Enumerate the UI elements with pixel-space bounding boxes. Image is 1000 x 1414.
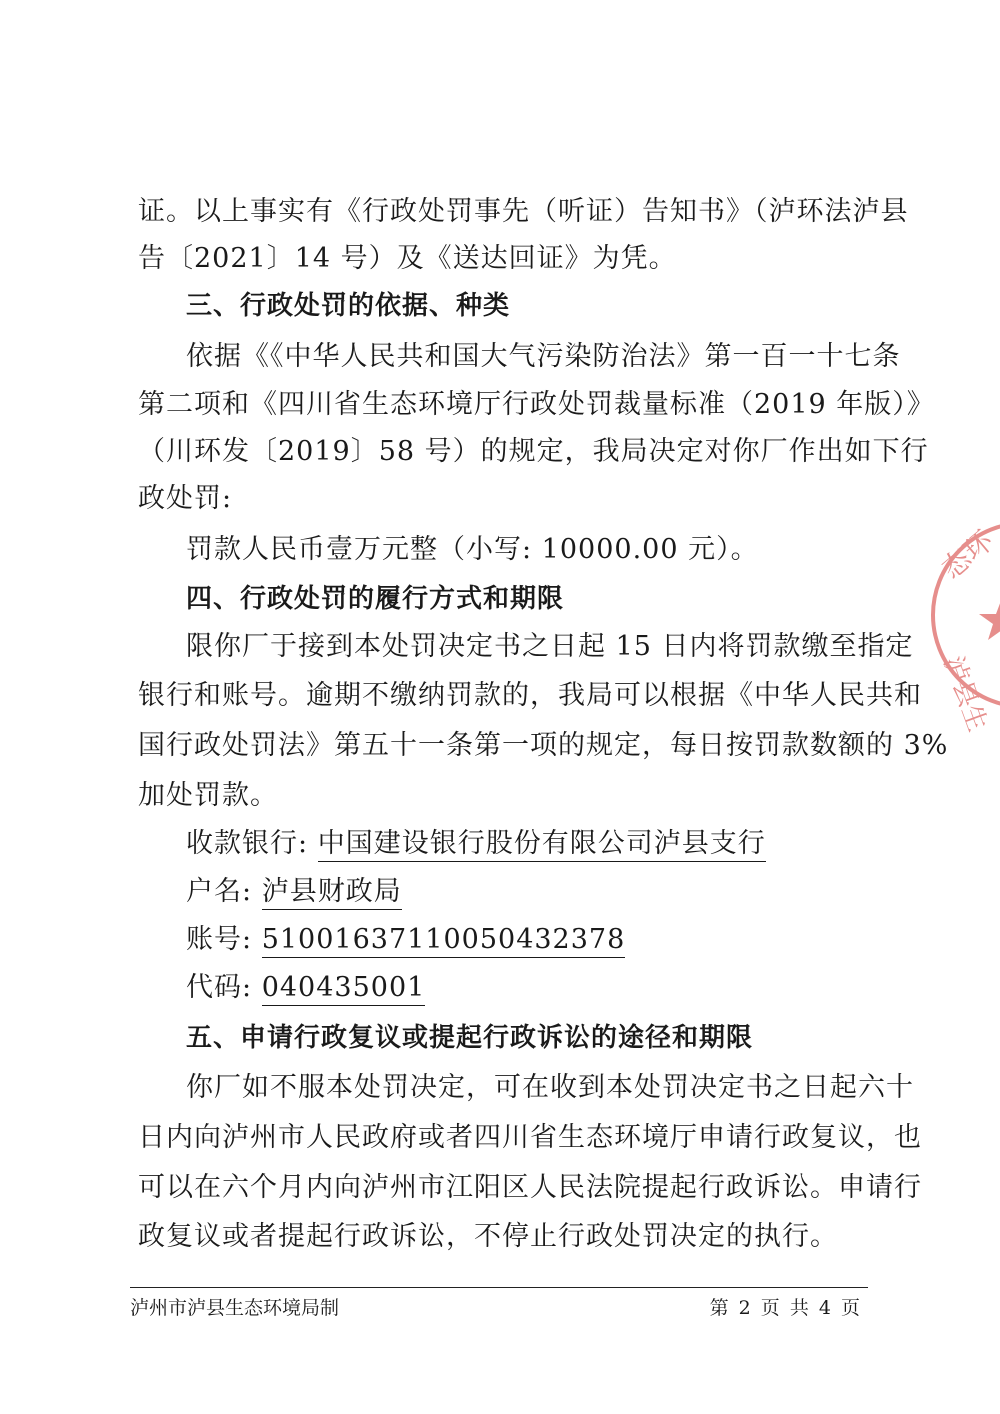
bank-label: 收款银行: [186, 828, 309, 859]
section-4-heading: 四、行政处罚的履行方式和期限 [186, 584, 565, 614]
official-seal-icon [930, 510, 1000, 736]
section-3-heading: 三、行政处罚的依据、种类 [186, 291, 511, 321]
bank-value: 中国建设银行股份有限公司泸县支行 [318, 828, 766, 862]
body-line: 加处罚款。 [138, 780, 278, 811]
footer-page-info: 第 2 页 共 4 页 [709, 1297, 860, 1319]
account-name-value: 泸县财政局 [262, 876, 402, 910]
code-value: 040435001 [262, 972, 426, 1006]
seal-text-fragment: 态环 [935, 524, 1000, 586]
footer-divider [130, 1287, 868, 1288]
body-line: 第二项和《四川省生态环境厅行政处罚裁量标准（2019 年版）》 [138, 389, 935, 420]
body-line: 限你厂于接到本处罚决定书之日起 15 日内将罚款缴至指定 [186, 631, 914, 662]
body-line: 告〔2021〕14 号）及《送达回证》为凭。 [138, 243, 677, 274]
body-line: 银行和账号。逾期不缴纳罚款的，我局可以根据《中华人民共和 [138, 680, 922, 711]
body-line: 日内向泸州市人民政府或者四川省生态环境厅申请行政复议，也 [138, 1122, 922, 1153]
body-line: 依据《《中华人民共和国大气污染防治法》第一百一十七条 [186, 341, 901, 372]
account-number-field [186, 922, 625, 958]
body-line: 政处罚: [138, 483, 233, 514]
body-line: 政复议或者提起行政诉讼，不停止行政处罚决定的执行。 [138, 1221, 838, 1252]
body-line: 国行政处罚法》第五十一条第一项的规定，每日按罚款数额的 3% [138, 730, 949, 761]
body-line: （川环发〔2019〕58 号）的规定，我局决定对你厂作出如下行 [138, 436, 929, 467]
account-name-field [186, 874, 402, 910]
body-line: 可以在六个月内向泸州市江阳区人民法院提起行政诉讼。申请行 [138, 1172, 922, 1203]
code-label: 代码: [186, 972, 253, 1003]
account-number-label: 账号: [186, 924, 253, 955]
seal-text-fragment: 泸县生 [937, 652, 993, 736]
account-name-label: 户名: [186, 876, 253, 907]
seal-star-icon [979, 598, 1000, 640]
penalty-line: 罚款人民币壹万元整（小写: 10000.00 元）。 [186, 534, 759, 565]
body-line: 证。以上事实有《行政处罚事先（听证）告知书》（泸环法泸县 [138, 196, 909, 227]
body-line: 你厂如不服本处罚决定，可在收到本处罚决定书之日起六十 [186, 1072, 914, 1103]
section-5-heading: 五、申请行政复议或提起行政诉讼的途径和期限 [186, 1023, 754, 1053]
account-number-value: 51001637110050432378 [262, 924, 626, 958]
footer-issuer: 泸州市泸县生态环境局制 [130, 1297, 340, 1319]
bank-field [186, 826, 766, 862]
code-field [186, 970, 425, 1006]
